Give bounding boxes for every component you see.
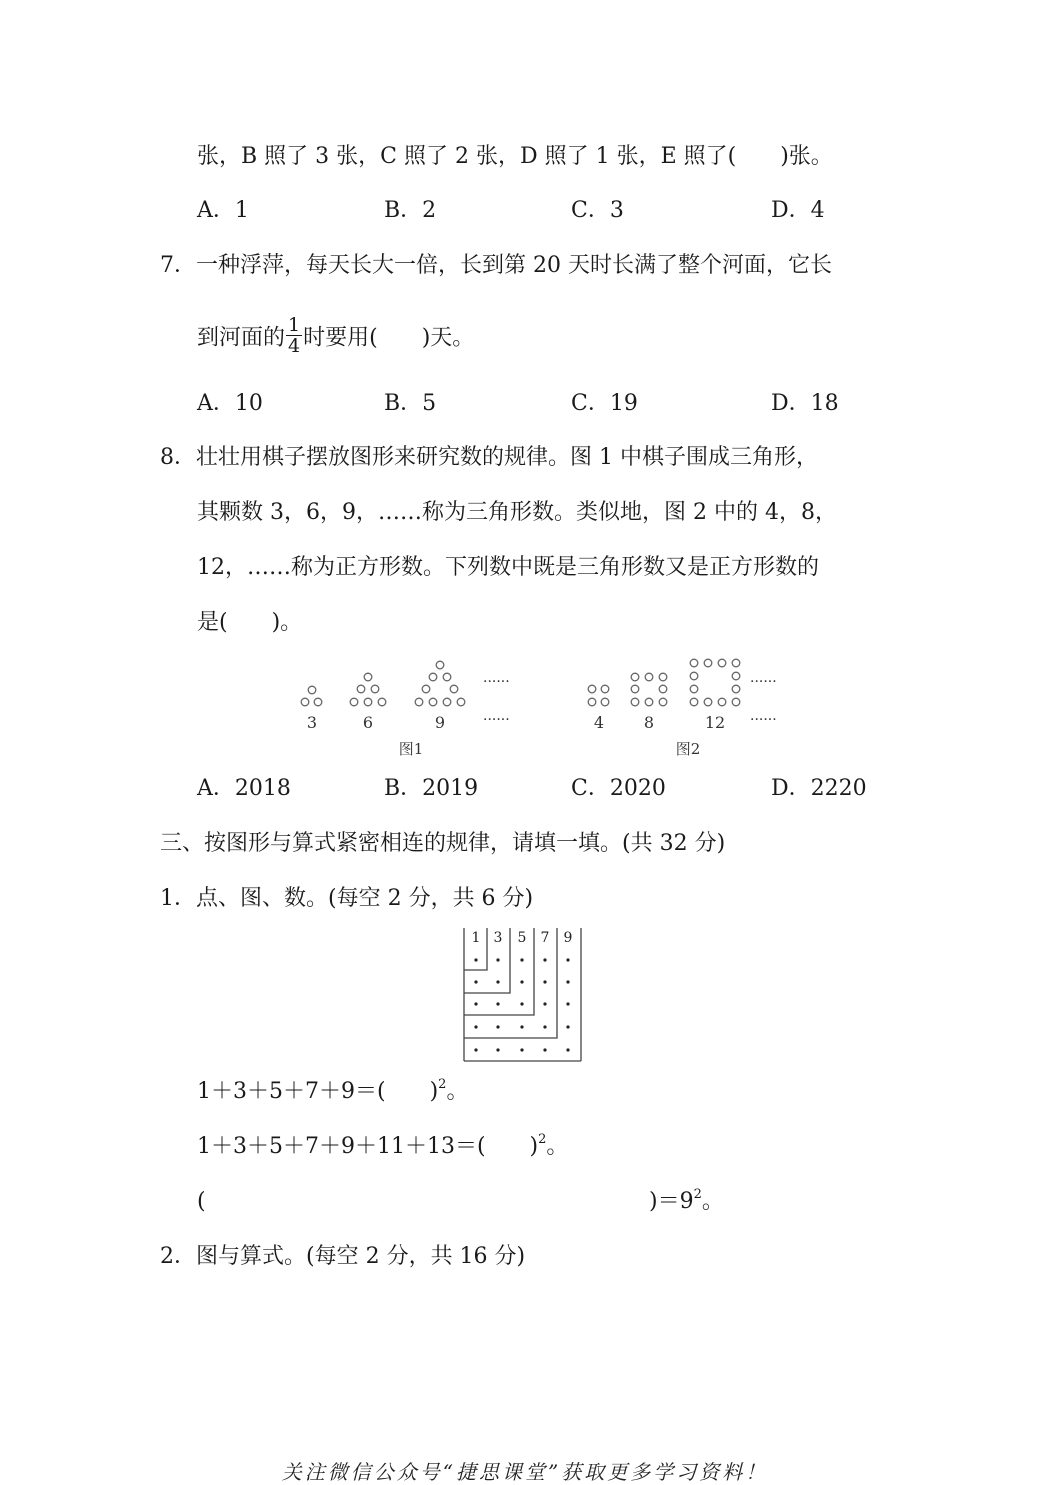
bead-circle: [450, 685, 458, 693]
exponent: 2: [438, 1076, 447, 1092]
equation-1-end: 。: [446, 1079, 469, 1104]
bead-circle: [690, 698, 698, 706]
bead-circle: [350, 698, 358, 706]
grid-dot: [543, 980, 546, 983]
equation-2-text: 1＋3＋5＋7＋9＋11＋13＝( ): [197, 1134, 539, 1159]
grid-label-5: 5: [517, 930, 527, 946]
equation-3-text: )＝9: [649, 1189, 694, 1214]
p2-title: 2．图与算式。(每空 2 分，共 16 分): [160, 1244, 526, 1269]
p1-title: 1．点、图、数。(每空 2 分，共 6 分): [160, 886, 534, 911]
fig2-label-4: 4: [593, 713, 605, 732]
fraction-denominator: 4: [288, 335, 301, 357]
bead-circle: [690, 672, 698, 680]
grid-dot: [520, 1025, 523, 1028]
fig2-caption: 图2: [675, 740, 701, 758]
bead-circle: [588, 685, 596, 693]
fig1-ellipsis-top: ······: [483, 674, 510, 690]
q8-line3: 12，……称为正方形数。下列数中既是三角形数又是正方形数的: [197, 555, 819, 580]
q8-option-d: D．2220: [771, 776, 867, 801]
grid-dot: [566, 1002, 569, 1005]
grid-dot: [566, 1048, 569, 1051]
grid-dot: [520, 1048, 523, 1051]
bead-circle: [659, 685, 667, 693]
grid-dot: [474, 958, 477, 961]
q7-line2: [197, 314, 475, 359]
bead-circle: [732, 685, 740, 693]
fig2-ellipsis-top: ······: [750, 674, 777, 690]
bead-circle: [429, 698, 437, 706]
q8-figures: [290, 652, 800, 764]
bead-circle: [422, 685, 430, 693]
grid-label-7: 7: [540, 930, 550, 946]
equation-1: [197, 1077, 468, 1107]
q6-option-b: B．2: [384, 198, 437, 223]
fig1-label-6: 6: [362, 713, 374, 732]
bead-circle: [645, 673, 653, 681]
fig2-ellipsis-bottom: ······: [750, 712, 777, 728]
bead-circle: [443, 698, 451, 706]
q7-option-b: B．5: [384, 391, 437, 416]
grid-dot: [496, 958, 499, 961]
grid-dot: [496, 980, 499, 983]
bead-circle: [645, 698, 653, 706]
bead-circle: [631, 698, 639, 706]
bead-circle: [631, 685, 639, 693]
q8-option-a: A．2018: [197, 776, 291, 801]
bead-circle: [732, 672, 740, 680]
q7-option-d: D．18: [771, 391, 839, 416]
bead-circle: [415, 698, 423, 706]
bead-circle: [704, 698, 712, 706]
fig1-ellipsis-bottom: ······: [483, 712, 510, 728]
bead-circle: [378, 698, 386, 706]
grid-dot: [543, 1048, 546, 1051]
bead-circle: [690, 685, 698, 693]
fraction: [286, 315, 302, 356]
fig1-label-9: 9: [434, 713, 446, 732]
bead-circle: [457, 698, 465, 706]
grid-dot: [566, 1025, 569, 1028]
bead-circle: [659, 673, 667, 681]
bead-circle: [364, 673, 372, 681]
grid-dot: [496, 1048, 499, 1051]
bead-circle: [301, 698, 309, 706]
grid-label-9: 9: [563, 930, 573, 946]
bead-circle: [314, 698, 322, 706]
equation-2: [197, 1132, 568, 1162]
grid-label-1: 1: [471, 930, 481, 946]
bead-circle: [718, 659, 726, 667]
grid-dot: [566, 980, 569, 983]
bead-circle: [601, 698, 609, 706]
grid-dot: [474, 1025, 477, 1028]
q8-line1: 8．壮壮用棋子摆放图形来研究数的规律。图 1 中棋子围成三角形，: [160, 445, 818, 470]
grid-dot: [543, 1025, 546, 1028]
equation-1-text: 1＋3＋5＋7＋9＝( ): [197, 1079, 439, 1104]
q8-line2: 其颗数 3，6，9，……称为三角形数。类似地，图 2 中的 4，8，: [197, 500, 837, 525]
q6-text: 张，B 照了 3 张，C 照了 2 张，D 照了 1 张，E 照了( )张。: [197, 144, 833, 169]
q7-line2-post: 时要用( )天。: [303, 325, 475, 351]
bead-circle: [364, 698, 372, 706]
q8-line4: 是( )。: [197, 610, 303, 635]
grid-dot: [474, 1048, 477, 1051]
exponent: 2: [693, 1186, 702, 1202]
bead-circle: [443, 673, 451, 681]
bead-circle: [631, 673, 639, 681]
equation-3-open: (: [197, 1189, 206, 1214]
grid-dot: [566, 958, 569, 961]
grid-dot: [496, 1025, 499, 1028]
equation-2-end: 。: [546, 1134, 569, 1159]
q7-option-a: A．10: [197, 391, 263, 416]
q8-option-c: C．2020: [571, 776, 666, 801]
bead-circle: [704, 659, 712, 667]
q6-option-d: D．4: [771, 198, 825, 223]
q6-option-c: C．3: [571, 198, 624, 223]
odd-number-dot-grid: [462, 927, 584, 1063]
grid-dot: [520, 980, 523, 983]
bead-circle: [308, 686, 316, 694]
fig2-label-12: 12: [704, 713, 726, 732]
bead-circle: [659, 698, 667, 706]
bead-circle: [601, 685, 609, 693]
grid-dot: [474, 980, 477, 983]
bead-circle: [732, 659, 740, 667]
q7-line2-pre: 到河面的: [197, 325, 286, 351]
equation-3-end: 。: [701, 1189, 724, 1214]
fig1-label-3: 3: [306, 713, 318, 732]
bead-circle: [357, 685, 365, 693]
grid-dot: [474, 1002, 477, 1005]
fig1-caption: 图1: [398, 740, 424, 758]
bead-circle: [690, 659, 698, 667]
fraction-numerator: 1: [288, 314, 301, 336]
exponent: 2: [538, 1131, 547, 1147]
grid-dot: [496, 1002, 499, 1005]
footer-note: 关注微信公众号“捷思课堂”获取更多学习资料！: [281, 1460, 769, 1484]
bead-circle: [371, 685, 379, 693]
grid-dot: [520, 958, 523, 961]
grid-dot: [543, 958, 546, 961]
section3-title: 三、按图形与算式紧密相连的规律，请填一填。(共 32 分): [160, 831, 726, 856]
grid-label-3: 3: [493, 930, 503, 946]
fig2-label-8: 8: [643, 713, 655, 732]
bead-circle: [429, 673, 437, 681]
bead-circle: [588, 698, 596, 706]
grid-dot: [520, 1002, 523, 1005]
equation-3-close: [649, 1187, 724, 1217]
bead-circle: [732, 698, 740, 706]
q7-option-c: C．19: [571, 391, 638, 416]
q7-line1: 7．一种浮萍，每天长大一倍，长到第 20 天时长满了整个河面，它长: [160, 253, 832, 278]
q8-option-b: B．2019: [384, 776, 479, 801]
grid-dot: [543, 1002, 546, 1005]
bead-circle: [436, 661, 444, 669]
q6-option-a: A．1: [197, 198, 249, 223]
bead-circle: [718, 698, 726, 706]
